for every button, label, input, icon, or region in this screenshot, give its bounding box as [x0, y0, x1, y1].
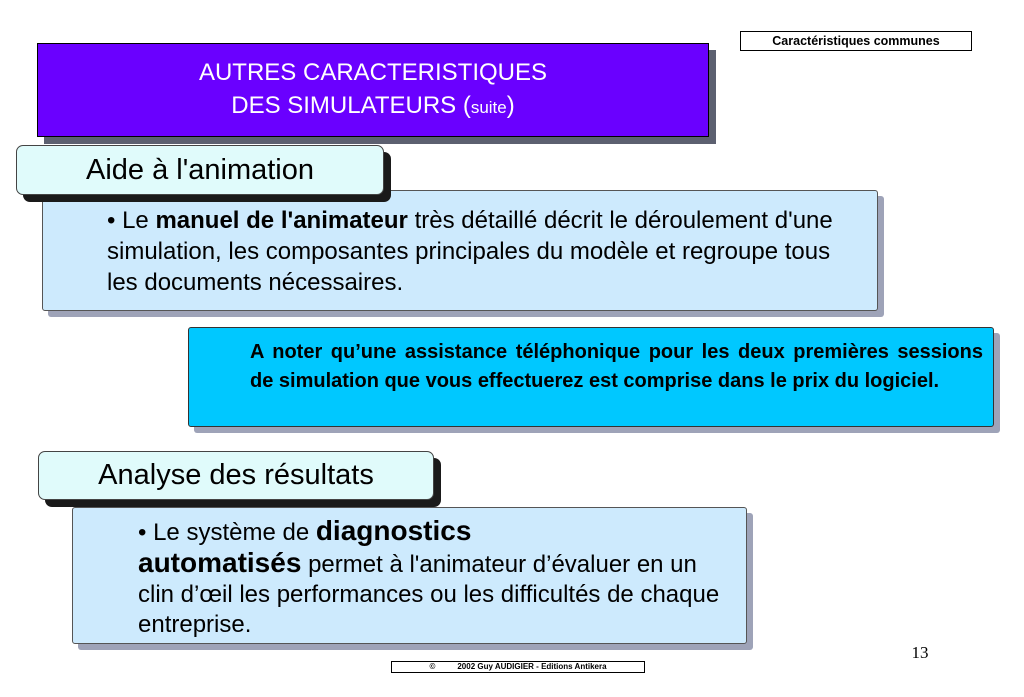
- title-line-1: AUTRES CARACTERISTIQUES: [198, 59, 548, 86]
- bullet: •: [107, 207, 123, 234]
- text-lead: Le système de: [153, 519, 316, 546]
- title-suite: suite: [470, 98, 507, 117]
- bullet: •: [138, 519, 154, 546]
- text-rest: très détaillé décrit le déroulement d'une simulation, les composantes principales du modèle et regroupe tous les documents nécessaires.: [107, 207, 833, 296]
- section-label-results-analysis: Analyse des résultats: [38, 451, 434, 500]
- footer-copyright: [391, 661, 645, 673]
- title-close-paren: ): [506, 92, 515, 119]
- text-bold: manuel de l'animateur: [155, 207, 408, 234]
- animation-aid-content: [42, 190, 878, 311]
- title-line-2: [38, 89, 708, 124]
- note-text: A noter qu’une assistance téléphonique pour les deux premières sessions de simulation que vous effectuerez est comprise dans le prix du logiciel.: [250, 341, 983, 392]
- title-line-2-text: DES SIMULATEURS (: [231, 92, 471, 119]
- section-tag: Caractéristiques communes: [740, 31, 972, 51]
- slide-title: [37, 43, 709, 137]
- phone-assistance-note: [188, 327, 994, 427]
- results-analysis-content: [72, 507, 747, 644]
- copyright-text: 2002 Guy AUDIGIER - Editions Antikera: [457, 662, 607, 671]
- text-rest: permet à l'animateur d’évaluer en un clin d’œil les performances ou les difficultés de chaque entreprise.: [138, 551, 720, 638]
- page-number: 13: [911, 643, 929, 662]
- section-label-animation-aid: Aide à l'animation: [16, 145, 384, 195]
- text-lead: Le: [122, 207, 156, 234]
- text-bold-2: automatisés: [138, 547, 302, 578]
- text-bold-1: diagnostics: [315, 515, 472, 546]
- copyright-symbol: ©: [429, 662, 436, 671]
